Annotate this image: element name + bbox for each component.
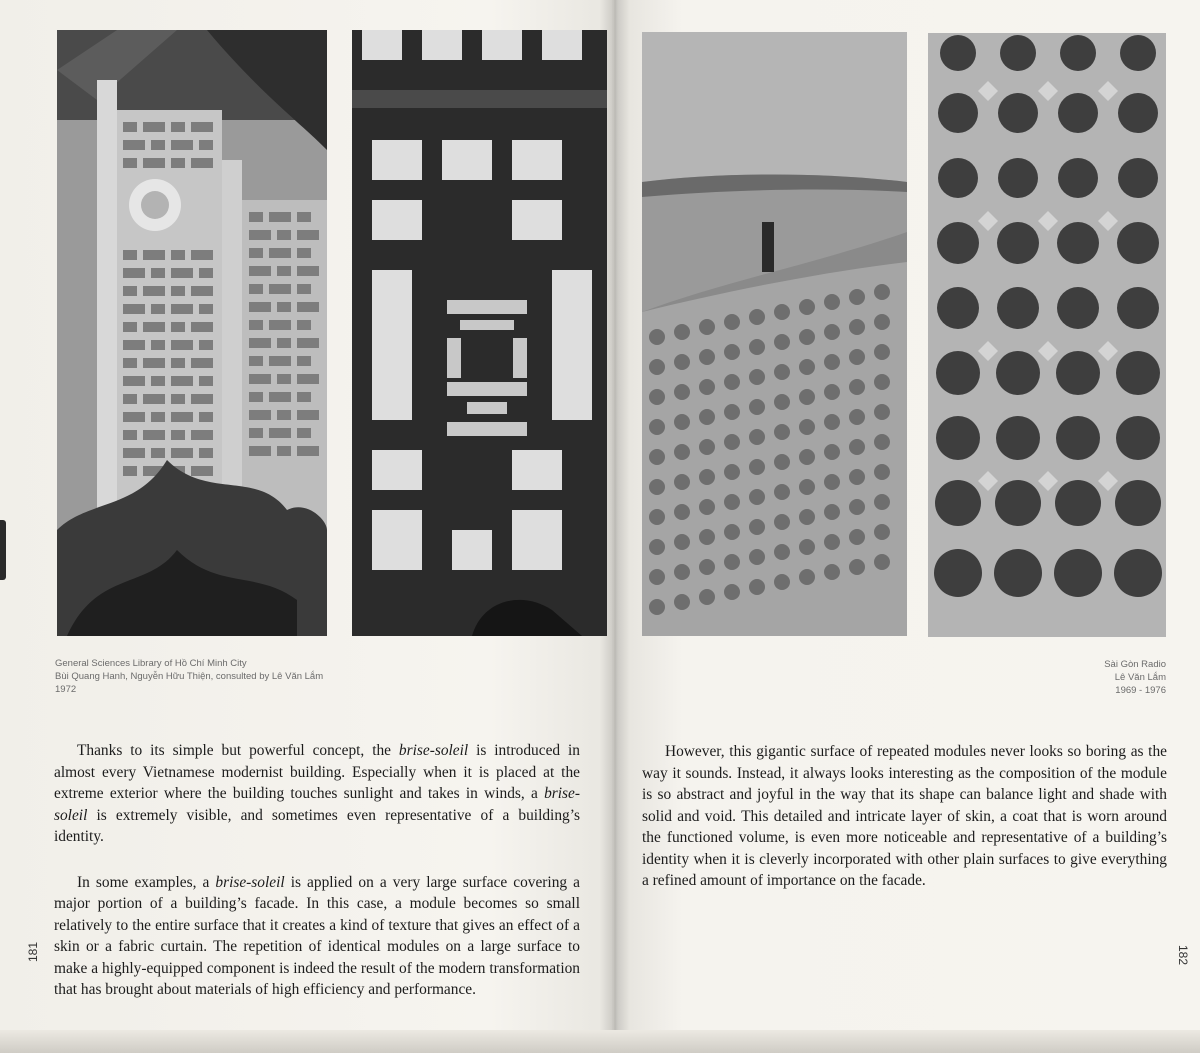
caption-architects: Bùi Quang Hanh, Nguyễn Hữu Thiện, consulted by Lê Văn Lắm [55,671,324,682]
caption-years: 1969 - 1976 [1115,685,1166,696]
caption-building-name: General Sciences Library of Hồ Chí Minh City [55,658,247,669]
page-bottom-edge [0,1030,1200,1053]
paragraph-2: In some examples, a brise-soleil is applied on a very large surface covering a major portion of a building’s facade. In this case, a module becomes so small relatively to the entire surface that it creates a kind of texture that gives an effect of a skin or a fabric curtain. The repetition of identical modules on a large surface to make a highly-equipped component is indeed the result of the modern transformation that has brought about materials of high efficiency and performance. [54,873,580,998]
left-body-text [54,740,580,1025]
page-edge-tab [0,520,6,580]
page-number-right: 182 [1176,945,1190,966]
right-body-text [642,741,1167,916]
photo-library-facade [57,30,327,636]
caption-year: 1972 [55,684,77,695]
term-brise-soleil: brise-soleil [398,742,469,759]
term-brise-soleil: brise-soleil [215,873,285,891]
page-number-left: 181 [26,941,40,962]
photo-circular-module-closeup [928,33,1166,637]
paragraph-3: However, this gigantic surface of repeated modules never looks so boring as the way it sounds. Instead, it always looks interesting as the composition of the module is so abstract and joyful in the way that its shape can balance light and shade with solid and void. This detailed and intricate layer of skin, a coat that is worn around the functioned volume, is even more noticeable and representative of a building’s identity when it is cleverly incorporated with other plain surfaces to give everything a refined amount of importance on the facade. [642,743,1167,889]
photo-radio-curved-wall [642,32,907,636]
photo-screen-block-closeup [352,30,607,636]
paragraph-1: Thanks to its simple but powerful concept, the brise-soleil is introduced in almost every Vietnamese modernist building. Especially when it is placed at the extreme exterior where the building touches sunlight and takes in winds, a brise-soleil is extremely visible, and sometimes even representative of a building’s identity. [54,742,580,845]
photo-caption-left [55,657,415,696]
term-brise-soleil: brise-soleil [54,785,580,824]
caption-building-name: Sài Gòn Radio [1104,659,1166,670]
caption-architect: Lê Văn Lắm [1114,672,1166,683]
photo-caption-right [966,658,1166,697]
